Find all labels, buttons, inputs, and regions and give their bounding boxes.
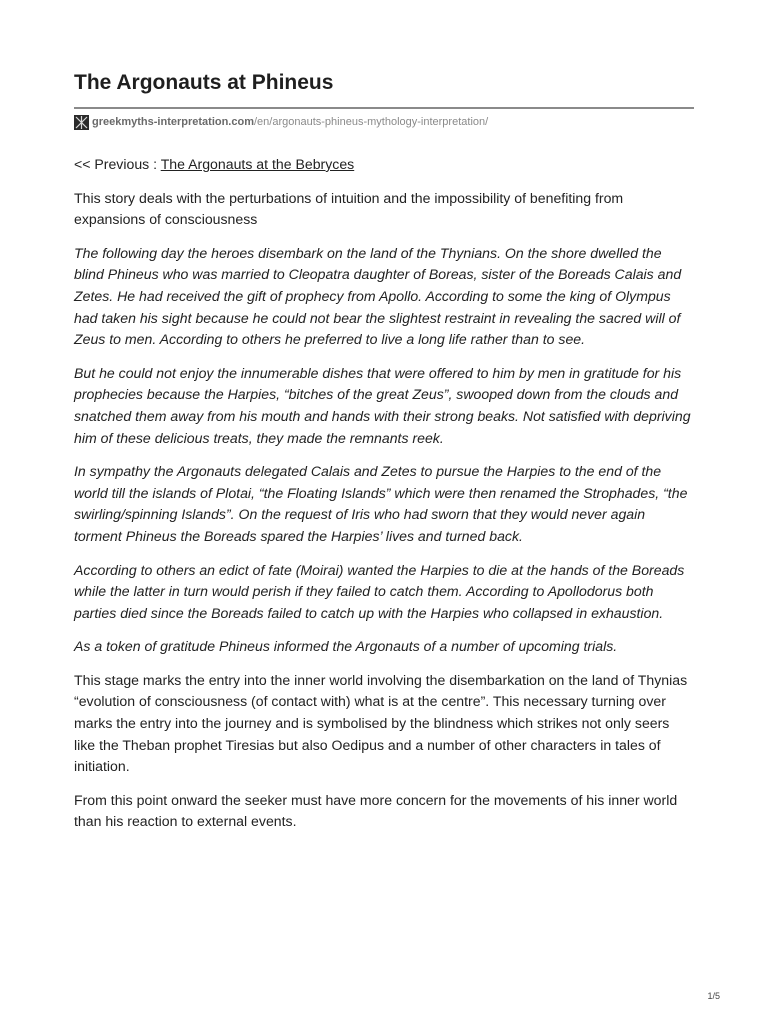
paragraph-story: But he could not enjoy the innumerable dishes that were offered to him by men in gratitude for his prophecies because the Harpies, “bitches of the great Zeus”, swooped down from the clouds and snatched them away from his mouth and hands with their strong beaks. Not satisfied with depriving him of these delicious treats, they made the remnants reek.	[74, 364, 691, 446]
previous-prefix: << Previous :	[74, 156, 161, 172]
previous-nav	[74, 154, 694, 176]
page-title: The Argonauts at Phineus	[74, 71, 334, 94]
previous-link[interactable]: The Argonauts at the Bebryces	[160, 156, 355, 172]
paragraph-story: In sympathy the Argonauts delegated Calais and Zetes to pursue the Harpies to the end of the world till the islands of Plotai, “the Floating Islands” which were then renamed the Strophades, “the swirling/spinning Islands”. On the request of Iris who had sworn that they would never again torment Phineus the Boreads spared the Harpies’ lives and turned back.	[74, 463, 688, 544]
source-url[interactable]	[74, 114, 488, 130]
paragraph-intro: This story deals with the perturbations of intuition and the impossibility of benefiting from expansions of consciousness	[74, 189, 624, 228]
paragraph-story: As a token of gratitude Phineus informed the Argonauts of a number of upcoming trials.	[74, 638, 618, 655]
paragraph-story: According to others an edict of fate (Moirai) wanted the Harpies to die at the hands of the Boreads while the latter in turn would perish if they failed to catch them. According to Apollodorus both parties died since the Boreads failed to catch up with the Harpies who collapsed in exhaustion.	[74, 561, 685, 621]
paragraph-story: The following day the heroes disembark on the land of the Thynians. On the shore dwelled the blind Phineus who was married to Cleopatra daughter of Boreas, sister of the Boreads Calais and Zetes. He had received the gift of prophecy from Apollo. According to some the king of Olympus had taken his sight because he could not bear the slightest restraint in revealing the sacred will of Zeus to men. According to others he preferred to live a long life rather than to see.	[74, 244, 682, 348]
article-body	[74, 154, 694, 845]
paragraph-interpretation: From this point onward the seeker must have more concern for the movements of his inner world than his reaction to external events.	[74, 791, 678, 830]
page-number: 1/5	[707, 991, 720, 1001]
paragraph-interpretation: This stage marks the entry into the inner world involving the disembarkation on the land of Thynias “evolution of consciousness (of contact with) what is at the centre”. This necessary turning over marks the entry into the journey and is symbolised by the blindness which strikes not only seers like the Theban prophet Tiresias but also Oedipus and a number of other characters in tales of initiation.	[74, 671, 688, 775]
greekmyths-logo-icon	[74, 115, 89, 130]
source-domain[interactable]: greekmyths-interpretation.com	[92, 116, 254, 128]
source-path[interactable]: /en/argonauts-phineus-mythology-interpretation/	[253, 116, 489, 128]
title-divider	[74, 107, 694, 109]
